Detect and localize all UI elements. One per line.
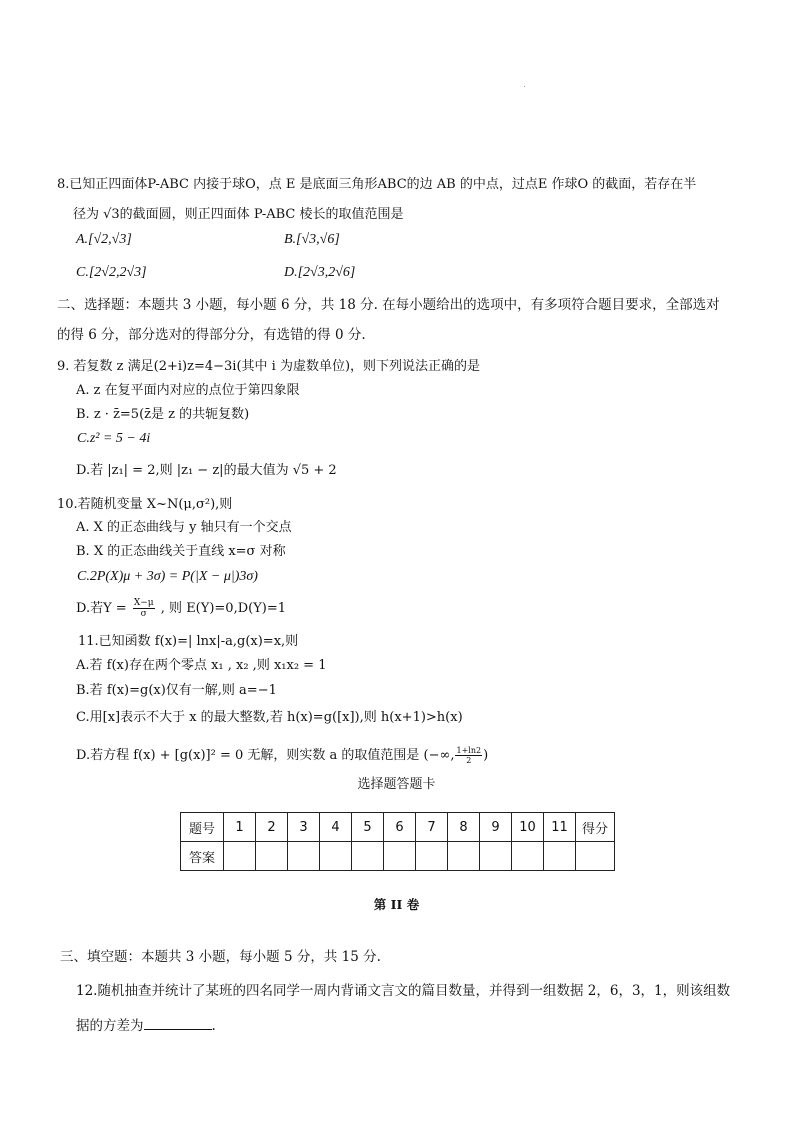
q10-fraction	[133, 598, 155, 619]
section2-line2: 的得 6 分，部分选对的得部分分，有选错的得 0 分.	[57, 327, 366, 343]
q11-option-b: B.若 f(x)=g(x)仅有一解,则 a=−1	[76, 683, 277, 698]
q11-option-d-right: )	[483, 748, 489, 763]
q9-stem: 9. 若复数 z 满足(2+i)z=4−3i(其中 i 为虚数单位)，则下列说法正确的是	[57, 359, 481, 374]
answer-cell-7[interactable]	[416, 842, 448, 871]
score-cell[interactable]	[576, 842, 615, 871]
answer-card-answer-label: 答案	[181, 842, 224, 871]
q10-option-c: C.2P(X)μ + 3σ) = P(|X − μ|)3σ)	[77, 569, 258, 584]
q9-option-d: D.若 |z₁| = 2,则 |z₁ − z|的最大值为 √5 + 2	[76, 463, 337, 478]
answer-card-number-1: 1	[224, 813, 256, 842]
q8-stem-line2: 径为 √3的截面圆，则正四面体 P-ABC 棱长的取值范围是	[73, 207, 404, 222]
scan-speck	[524, 86, 525, 87]
answer-card-title: 选择题答题卡	[357, 777, 436, 792]
answer-card-number-6: 6	[384, 813, 416, 842]
q11-fraction-denominator: 2	[466, 756, 472, 765]
section2-line1: 二、选择题：本题共 3 小题，每小题 6 分，共 18 分. 在每小题给出的选项中，有多项符合题目要求，全部选对	[57, 297, 720, 313]
q10-fraction-denominator: σ	[140, 609, 147, 619]
q10-option-d-suffix: , 则 E(Y)=0,D(Y)=1	[160, 601, 287, 616]
q9-option-c: C.z² = 5 − 4i	[77, 431, 151, 446]
q11-option-d-left: (−∞,	[423, 748, 455, 763]
section3-line: 三、填空题：本题共 3 小题，每小题 5 分，共 15 分.	[60, 949, 381, 965]
answer-card-number-8: 8	[448, 813, 480, 842]
answer-card-number-row	[181, 813, 615, 842]
q11-option-d-prefix: D.若方程 f(x) + [g(x)]² = 0 无解，则实数 a 的取值范围是	[76, 748, 420, 763]
q10-option-d-prefix: D.若Y =	[76, 601, 127, 616]
q12-answer-blank[interactable]	[144, 1015, 212, 1030]
q8-option-d: D.[2√3,2√6]	[284, 265, 356, 280]
q11-fraction	[455, 746, 482, 765]
answer-cell-2[interactable]	[256, 842, 288, 871]
answer-cell-6[interactable]	[384, 842, 416, 871]
answer-card-number-10: 10	[512, 813, 544, 842]
answer-card-score-label: 得分	[576, 813, 615, 842]
answer-cell-10[interactable]	[512, 842, 544, 871]
q12-line2-prefix: 据的方差为	[76, 1018, 144, 1034]
answer-card-answer-row	[181, 842, 615, 871]
answer-cell-5[interactable]	[352, 842, 384, 871]
part2-title: 第 II 卷	[373, 897, 420, 912]
q10-option-a: A. X 的正态曲线与 y 轴只有一个交点	[76, 520, 292, 535]
q10-option-d	[76, 598, 286, 619]
q8-option-c: C.[2√2,2√3]	[76, 265, 147, 280]
answer-cell-11[interactable]	[544, 842, 576, 871]
q10-option-b: B. X 的正态曲线关于直线 x=σ 对称	[76, 544, 286, 559]
q8-option-b: B.[√3,√6]	[284, 232, 340, 247]
q9-option-b: B. z · z̄=5(z̄是 z 的共轭复数)	[76, 407, 250, 422]
q11-option-d	[76, 746, 488, 765]
q9-option-a: A. z 在复平面内对应的点位于第四象限	[76, 383, 300, 398]
q10-stem: 10.若随机变量 X~N(μ,σ²),则	[57, 497, 233, 512]
q12-line1: 12.随机抽查并统计了某班的四名同学一周内背诵文言文的篇目数量，并得到一组数据 2，6，3，1，则该组数	[76, 983, 731, 999]
answer-cell-8[interactable]	[448, 842, 480, 871]
q11-option-c: C.用[x]表示不大于 x 的最大整数,若 h(x)=g([x]),则 h(x+1)>h(x)	[76, 710, 463, 725]
answer-card-number-7: 7	[416, 813, 448, 842]
answer-cell-1[interactable]	[224, 842, 256, 871]
q11-fraction-numerator: 1+ln2	[456, 746, 482, 755]
q12-line2-suffix: .	[211, 1018, 216, 1034]
answer-card-number-2: 2	[256, 813, 288, 842]
q10-fraction-numerator: X−μ	[133, 598, 154, 608]
answer-cell-4[interactable]	[320, 842, 352, 871]
answer-card-number-5: 5	[352, 813, 384, 842]
answer-cell-3[interactable]	[288, 842, 320, 871]
q8-stem-line1: 8.已知正四面体P-ABC 内接于球O，点 E 是底面三角形ABC的边 AB 的中点，过点E 作球O 的截面，若存在半	[57, 177, 697, 192]
q12-line2	[76, 1015, 216, 1035]
answer-cell-9[interactable]	[480, 842, 512, 871]
answer-card-number-3: 3	[288, 813, 320, 842]
q8-option-a: A.[√2,√3]	[76, 232, 132, 247]
answer-card-number-label: 题号	[181, 813, 224, 842]
answer-card-table	[180, 812, 615, 871]
answer-card-number-9: 9	[480, 813, 512, 842]
answer-card-number-11: 11	[544, 813, 576, 842]
q11-option-a: A.若 f(x)存在两个零点 x₁ , x₂ ,则 x₁x₂ = 1	[76, 658, 327, 673]
q11-stem: 11.已知函数 f(x)=| lnx|-a,g(x)=x,则	[78, 634, 299, 649]
answer-card-number-4: 4	[320, 813, 352, 842]
